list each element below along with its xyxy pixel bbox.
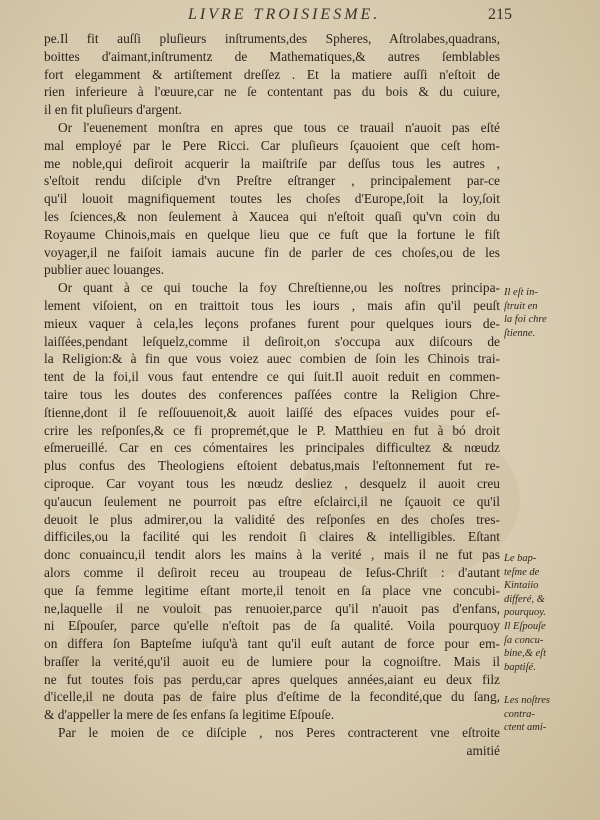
text-line: ni Eſpouſer, parce qu'elle n'eſtoit pas de ſa qualité. Voila pourquoy: [44, 618, 500, 634]
text-line: ne,laquelle il ne vouloit pas renuoier,parce qu'il n'auoit pas d'enfans,: [44, 600, 500, 616]
margin-note-line: ſa concu-: [504, 634, 544, 646]
text-line: que ſa femme legitime eſtant morte,il tenoit en ſa place vne concubi-: [44, 582, 500, 598]
margin-note-instruction: [504, 286, 596, 340]
margin-note-line: ſtienne.: [504, 327, 536, 339]
text-line: qu'aucun ſeulement ne pourroit pas eſtre eſclairci,il ne ſçauoit ce qu'il: [44, 493, 500, 509]
text-line: les ſciences,& non ſeulement à Xaucea qui n'eſtoit quaſi qu'vn coin du: [44, 208, 500, 224]
paragraph: [44, 724, 500, 760]
text-line: difficiles,ou la facilité qui les rendoit ſi claires & intelligibles. Eſtant: [44, 529, 500, 545]
text-line: braſſer la verité,qu'il auoit eu de lumiere pour la cognoiſtre. Mais il: [44, 653, 500, 669]
margin-note-line: la foi chre: [504, 314, 547, 326]
text-line: taire tous les doutes des conferences paſſées contre la Religion Chre-: [44, 386, 500, 402]
text-line: ſtienne,dont il ſe reſſouuenoit,& auoit laiſſé des eſpaces vuides pour eſ-: [44, 404, 500, 420]
text-line: fort elegamment & artiſtement dreſſez . Et la matiere auſſi n'eſtoit de: [44, 66, 500, 82]
text-line: rien inferieure à l'œuure,car ne ſe contentant pas du bois & du cuiure,: [44, 84, 500, 100]
margin-note-line: Les noſtres: [504, 695, 550, 706]
margin-note-baptism: [504, 552, 596, 674]
catchword: amitié: [466, 742, 500, 758]
paragraph: [44, 119, 500, 279]
margin-note-line: ſtruit en: [504, 300, 538, 312]
margin-note-friendship: [504, 694, 596, 735]
text-line: tent de la foi,il vous faut entendre ce qui ſuit.Il auoit reduit en commen-: [44, 369, 500, 385]
body-text: [44, 30, 500, 760]
text-line: Par le moien de ce diſciple , nos Peres contracterent vne eſtroite: [58, 725, 500, 741]
margin-note-line: Il eſt in-: [504, 287, 538, 298]
text-line: deuoit le plus admirer,ou la validité des reſponſes en des choſes tres-: [44, 511, 500, 527]
paragraph: [44, 279, 500, 724]
margin-note-line: Il Eſpouſe: [504, 620, 546, 632]
margin-note-line: pourquoy.: [504, 607, 546, 619]
text-line: pe.Il fit auſſi pluſieurs inſtruments,des Spheres, Aſtrolabes,quadrans,: [44, 31, 500, 46]
margin-note-line: differé, &: [504, 593, 545, 605]
margin-note-line: Le bap-: [504, 553, 537, 564]
text-line: mieux vaquer à cela,les leçons profanes furent pour quelques iours de-: [44, 315, 500, 331]
text-line: Or quant à ce qui touche la foy Chreſtienne,ou les noſtres principa-: [58, 280, 500, 296]
text-line: eſmerueillé. Car en ces cómentaires les principales difficultez & nœudz: [44, 440, 500, 456]
text-line: s'eſtoit rendu diſciple d'vn Preſtre eſtranger , principalement par-ce: [44, 173, 500, 189]
paragraph: [44, 30, 500, 119]
text-line: plus confus des Theologiens eſtoient debatus,mais l'eſtonnement fut re-: [44, 458, 500, 474]
margin-note-line: ctent ami-: [504, 722, 547, 734]
text-line: me noble,qui deſiroit acquerir la maiſtriſe par deſſus tous les autres ,: [44, 155, 500, 171]
text-line: la Religion:& à fin que vous voiez auec combien de ſoin les Chinois trai-: [44, 351, 500, 367]
text-line: & d'appeller la mere de ſes enfans ſa legitime Eſpouſe.: [44, 707, 335, 723]
text-line: il en fit pluſieurs d'argent.: [44, 102, 182, 118]
page-number: 215: [488, 6, 512, 23]
text-line: crire les reſponſes,& ce fi propremét,que le P. Matthieu en fut à bó droit: [44, 422, 500, 438]
margin-note-line: Kintaiio: [504, 580, 539, 592]
running-title: LIVRE TROISIESME.: [188, 6, 381, 23]
text-line: boittes d'aimant,inſtrumentz de Mathematiques,& autres ſemblables: [44, 48, 500, 64]
margin-note-line: teſme de: [504, 566, 540, 578]
text-line: ne fut toutes fois pas perdu,car apres quelques années,aiant eu deux filz: [44, 671, 500, 687]
margin-note-line: bine,& eſt: [504, 648, 546, 660]
text-line: publier auec louanges.: [44, 262, 165, 278]
text-line: lement viſoient, on en traittoit tous les iours , mais afin qu'il peuſt: [44, 297, 500, 313]
text-line: laiſſées,pendant leſquelz,comme il deſiroit,on s'occupa aux diſcours de: [44, 333, 500, 349]
text-line: Or l'euenement monſtra en apres que tous ce trauail n'auoit pas eſté: [58, 119, 500, 135]
text-line: alors comme il deſiroit receu au troupeau de Ieſus-Chriſt : d'autant: [44, 564, 500, 580]
text-line: ciproque. Car voyant tous les nœudz desliez , desquelz il auoit creu: [44, 475, 500, 491]
text-line: voyager,il ne faiſoit iamais aucune fin de parler de ces choſes,ou de les: [44, 244, 500, 260]
margin-note-line: baptiſé.: [504, 661, 536, 673]
text-line: on differa ſon Bapteſme iuſqu'à tant qu'il euſt autant de force pour em-: [44, 636, 500, 652]
text-line: d'icelle,il ne douta pas de faire plus d'eſtime de la fecondité,que du ſang,: [44, 689, 500, 705]
text-line: qu'il louoit magnifiquement toutes les choſes d'Europe,ſoit la loy,ſoit: [44, 191, 500, 207]
text-line: mal employé par le Pere Ricci. Car pluſieurs ſçauoient que ceſt hom-: [44, 137, 500, 153]
text-line: Royaume Chinois,mais en quelque lieu que ce fuſt que la fortune le fiſt: [44, 226, 500, 242]
page-header: [0, 4, 600, 30]
text-line: donc conuaincu,il tendit alors les mains à la verité , mais il ne fut pas: [44, 547, 500, 563]
margin-note-line: contra-: [504, 708, 535, 720]
